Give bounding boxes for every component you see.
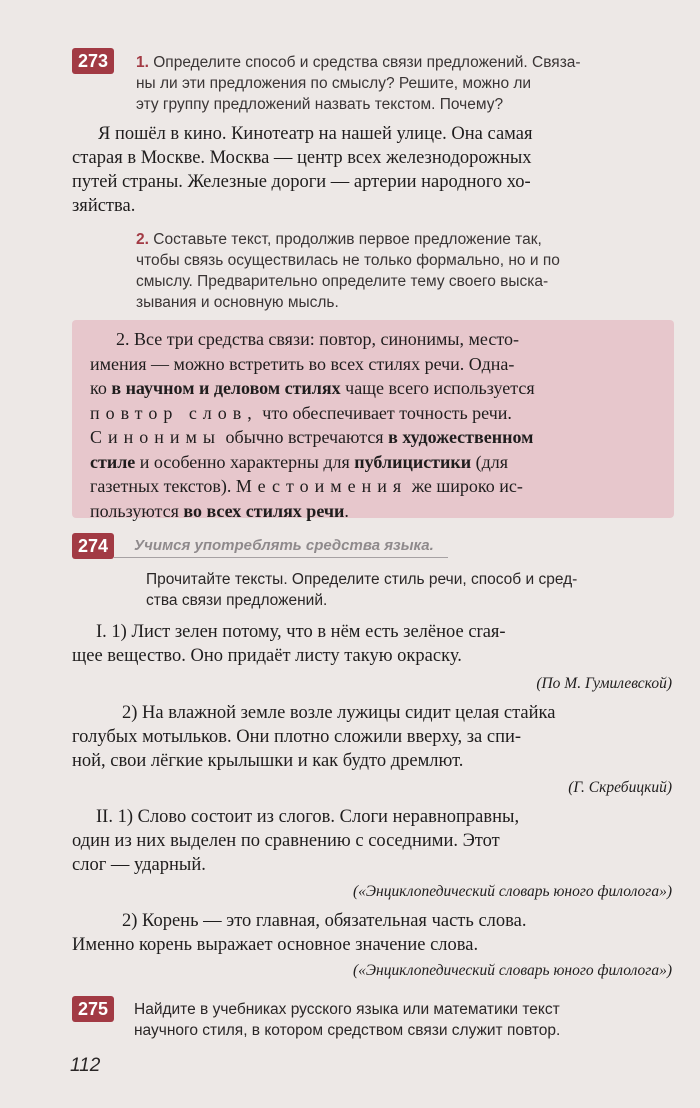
text-line: ной, свои лёгкие крылышки и как будто дремлют. [72,751,464,771]
exercise-274-task [146,569,676,611]
exercise-275-badge: 275 [72,996,114,1022]
text-line: 2) Корень — это главная, обязательная часть слова. [122,911,527,931]
text-line: голубых мотыльков. Они плотно сложили вверху, за спи- [72,727,522,747]
task-2-number: 2. [136,231,149,248]
task-1-number: 1. [136,54,149,71]
exercise-274-heading: Учимся употреблять средства языка. [134,537,434,554]
rule-line: имения — можно встретить во всех стилях речи. Одна- [90,353,515,374]
rule-line: 2. Все три средства связи: повтор, синонимы, место- [116,329,519,349]
exercise-273-task-1 [136,52,676,115]
task-1-line: эту группу предложений назвать текстом. Почему? [136,96,504,113]
task-line: научного стиля, в котором средством связи служит повтор. [134,1022,561,1039]
rule-text-run: пользуются [90,500,184,521]
exercise-273-text [72,122,676,218]
text-line: зяйства. [72,196,136,216]
task-2-line: зывания и основную мысль. [136,294,339,311]
text-line: 2) На влажной земле возле лужицы сидит целая стайка [122,703,556,723]
task-2-line: чтобы связь осуществилась не только формально, но и по [136,252,560,269]
rule-spaced-term: Синонимы [90,427,222,447]
rule-text-run: обычно встречаются [221,427,389,447]
text-line: I. 1) Лист зелен потому, что в нём есть зелёное craя- [96,622,506,642]
text-3 [72,805,674,877]
rule-text-run: и особенно характерны для [135,451,355,472]
page-number: 112 [70,1055,101,1076]
text-line: Именно корень выражает основное значение слова. [72,935,479,955]
rule-text-run: газетных текстов). [90,476,236,496]
rule-text-run: . [344,500,349,521]
text-1-source: (По М. Гумилевской) [536,675,672,692]
task-line: Найдите в учебниках русского языка или математики текст [134,1001,560,1018]
task-line: ства связи предложений. [146,592,328,609]
rule-text-run: чаще всего используется [340,378,535,398]
text-2 [72,701,674,773]
exercise-274-badge: 274 [72,533,114,559]
rule-line [90,376,668,401]
text-line: Я пошёл в кино. Кинотеатр на нашей улице. Она самая [98,124,533,144]
text-line: путей страны. Железные дороги — артерии народного хо- [72,172,531,192]
rule-text-run: же широко ис- [407,476,523,496]
rule-text-run: (для [471,451,509,472]
rule-text-run: ко [90,378,112,398]
exercise-273-task-2 [136,229,676,313]
text-line: один из них выделен по сравнению с соседними. Этот [72,831,500,851]
rule-emphasis: во всех стилях речи [183,500,345,521]
text-1 [72,620,672,668]
text-line: слог — ударный. [72,855,206,875]
text-line: щее вещество. Оно придаёт листу такую окраску. [72,646,462,666]
task-2-line: смыслу. Предварительно определите тему своего выска- [136,273,549,290]
rule-line [90,425,668,450]
rule-line [90,474,668,499]
rule-line [90,401,668,426]
rule-spaced-term: Местоимения [235,476,408,496]
rule-text [90,327,668,523]
text-3-source: («Энциклопедический словарь юного филолога») [352,883,672,900]
task-line: Прочитайте тексты. Определите стиль речи, способ и сред- [146,571,578,588]
text-2-source: (Г. Скребицкий) [568,779,672,796]
text-line: II. 1) Слово состоит из слогов. Слоги неравноправны, [96,807,520,827]
rule-text-run: что обеспечивает точность речи. [257,402,512,423]
text-line: старая в Москве. Москва — центр всех железнодорожных [72,148,532,168]
rule-emphasis: в научном и деловом стилях [111,378,341,398]
exercise-273-badge: 273 [72,48,114,74]
task-1-line: ны ли эти предложения по смыслу? Решите, можно ли [136,75,532,92]
task-2-line: Составьте текст, продолжив первое предложение так, [153,231,542,248]
task-1-line: Определите способ и средства связи предложений. Связа- [153,54,581,71]
rule-spaced-term: повтор слов, [90,402,258,423]
rule-line [90,499,668,524]
text-4-source: («Энциклопедический словарь юного филолога») [352,962,672,979]
rule-emphasis: публицистики [354,451,472,472]
rule-line [90,450,668,475]
rule-emphasis: стиле [90,451,136,472]
text-4 [72,909,674,957]
rule-emphasis: в художественном [388,427,534,447]
heading-underline [114,557,448,558]
exercise-275-task [134,999,674,1041]
